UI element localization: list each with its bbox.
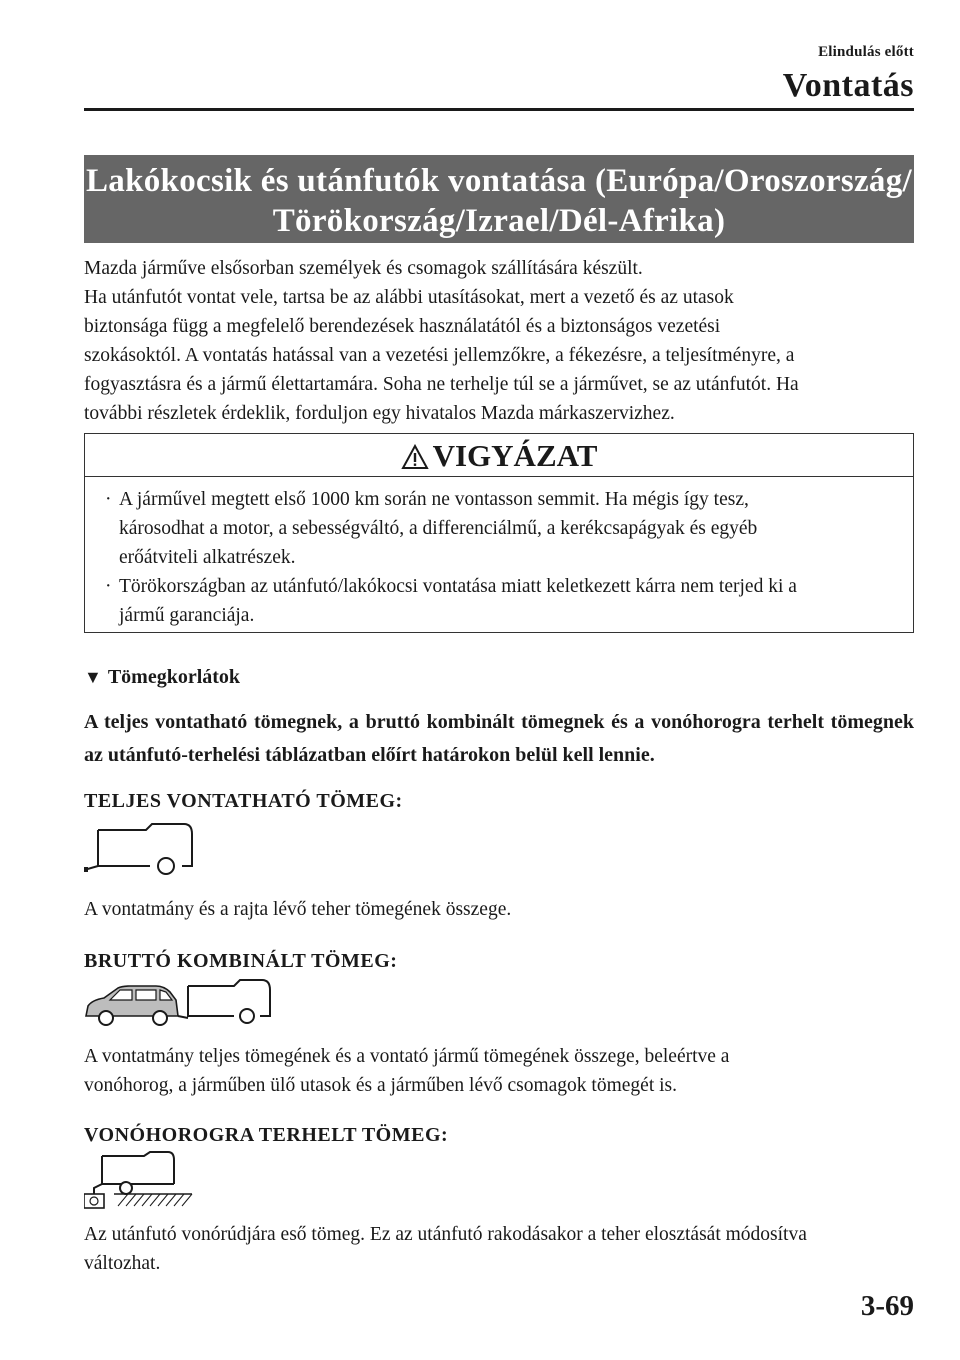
page-title [84, 155, 914, 243]
intro-line: fogyasztásra és a jármű élettartamára. Soha ne terhelje túl se a járművet, se az utánfutót. Ha [84, 374, 799, 395]
section-text-total-trailer [84, 895, 914, 924]
trailer-icon [84, 820, 204, 886]
warning-item-line: Törökországban az utánfutó/lakókocsi vontatása miatt keletkezett kárra nem terjed ki a [119, 576, 797, 597]
warning-list [85, 477, 913, 630]
warning-header [85, 434, 913, 477]
warning-triangle-icon [401, 444, 429, 470]
warning-box [84, 433, 914, 633]
weights-heading-text: Tömegkorlátok [107, 666, 241, 688]
page-title-line-2: Törökország/Izrael/Dél-Afrika) [272, 203, 726, 239]
chapter-title: Elindulás előtt [818, 44, 914, 60]
intro-line: további részletek érdeklik, forduljon egy hivatalos Mazda márkaszervizhez. [84, 403, 675, 424]
weights-intro: A teljes vontatható tömegnek, a bruttó kombinált tömegnek és a vonóhorogra terhelt tömegnek az utánfutó-terhelési táblázatban előírt határokon belül kell lennie. [84, 711, 914, 766]
section-text-tongue-load [84, 1220, 914, 1278]
triangle-down-icon: ▼ [84, 667, 102, 687]
intro-line: biztonsága függ a megfelelő berendezések használatától és a biztonságos vezetési [84, 316, 721, 337]
intro-paragraph [84, 254, 914, 428]
warning-title: VIGYÁZAT [432, 438, 598, 473]
warning-item-line: károsodhat a motor, a sebességváltó, a differenciálmű, a kerékcsapágyak és egyéb [119, 518, 758, 539]
bullet: · [105, 489, 112, 510]
section-label-tongue-load: VONÓHOROGRA TERHELT TÖMEG: [84, 1124, 449, 1146]
header-rule [84, 108, 914, 111]
section-text-line: A vontatmány és a rajta lévő teher tömegének összege. [84, 899, 512, 920]
section-text-line: vonóhorog, a járműben ülő utasok és a járműben lévő csomagok tömegét is. [84, 1075, 677, 1096]
section-label-total-trailer: TELJES VONTATHATÓ TÖMEG: [84, 790, 403, 812]
page-header [84, 44, 914, 105]
car-and-trailer-icon [84, 978, 274, 1032]
warning-item [85, 572, 897, 630]
section-text-gross-combined [84, 1042, 914, 1100]
warning-item-line: erőátviteli alkatrészek. [119, 547, 296, 568]
warning-item [85, 485, 897, 572]
bullet: · [105, 576, 112, 597]
intro-line: Mazda járműve elsősorban személyek és csomagok szállítására készült. [84, 258, 643, 279]
section-text-line: Az utánfutó vonórúdjára eső tömeg. Ez az utánfutó rakodásakor a teher elosztását módosítva [84, 1224, 807, 1245]
trailer-on-scale-icon [84, 1150, 194, 1216]
intro-line: Ha utánfutót vontat vele, tartsa be az alábbi utasításokat, mert a vezető és az utasok [84, 287, 734, 308]
warning-item-line: A járművel megtett első 1000 km során ne vontasson semmit. Ha mégis így tesz, [119, 489, 749, 510]
page-title-line-1: Lakókocsik és utánfutók vontatása (Európa/Oroszország/ [85, 163, 912, 199]
section-label-gross-combined: BRUTTÓ KOMBINÁLT TÖMEG: [84, 950, 398, 972]
section-text-line: A vontatmány teljes tömegének és a vontató jármű tömegének összege, beleértve a [84, 1046, 730, 1067]
intro-line: szokásoktól. A vontatás hatással van a vezetési jellemzőkre, a fékezésre, a teljesítményre, a [84, 345, 795, 366]
page-number: 3-69 [860, 1290, 914, 1322]
section-title: Vontatás [782, 67, 914, 104]
warning-item-line: jármű garanciája. [119, 605, 255, 626]
section-text-line: változhat. [84, 1253, 161, 1274]
weights-heading [84, 666, 240, 689]
